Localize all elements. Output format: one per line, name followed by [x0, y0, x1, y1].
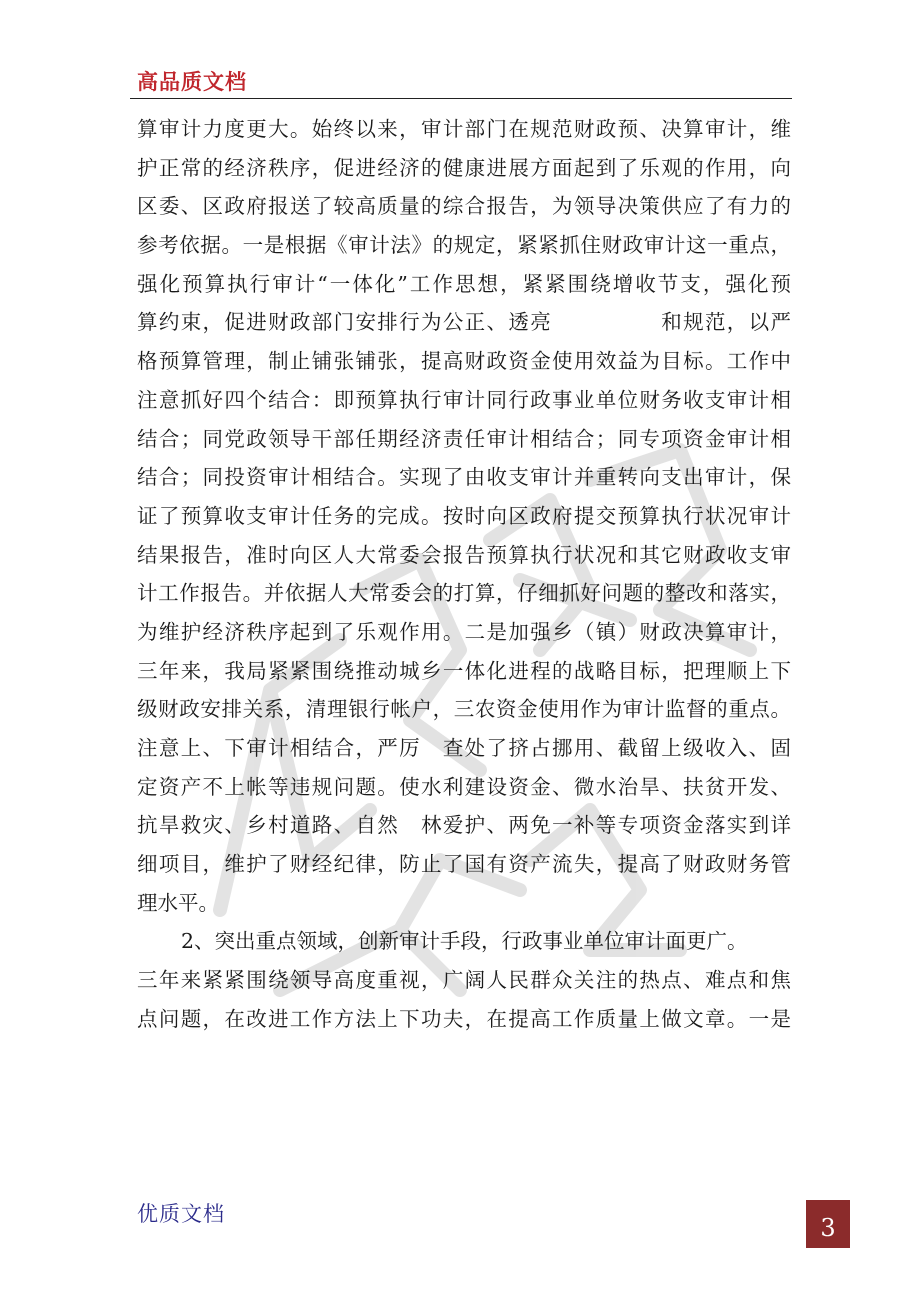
body-text: [137, 110, 791, 1039]
text-line: 格预算管理，制止铺张铺张，提高财政资金使用效益为目标。工作中: [137, 349, 791, 374]
text-line: 三年来，我局紧紧围绕推动城乡一体化进程的战略目标，把理顺上下: [137, 658, 791, 683]
text-line: 级财政安排关系，清理银行帐户，三农资金使用作为审计监督的重点。: [137, 697, 791, 722]
text-line: 点问题，在改进工作方法上下功夫，在提高工作质量上做文章。一是: [137, 1006, 791, 1031]
text-line: 细项目，维护了财经纪律，防止了国有资产流失，提高了财政财务管: [137, 852, 791, 877]
text-line: 理水平。: [137, 890, 219, 915]
text-line: 计工作报告。并依据人大常委会的打算，仔细抓好问题的整改和落实，: [137, 581, 791, 606]
text-line: 抗旱救灾、乡村道路、自然 林爱护、两免一补等专项资金落实到详: [137, 813, 791, 838]
text-line: 结合；同投资审计相结合。实现了由收支审计并重转向支出审计，保: [137, 465, 791, 490]
text-line: 结果报告，准时向区人大常委会报告预算执行状况和其它财政收支审: [137, 542, 791, 567]
text-line: 强化预算执行审计“一体化”工作思想，紧紧围绕增收节支，强化预: [137, 271, 791, 296]
header-divider: [130, 98, 792, 99]
footer-title: 优质文档: [137, 1202, 225, 1226]
text-line: 参考依据。一是根据《审计法》的规定，紧紧抓住财政审计这一重点，: [137, 233, 791, 258]
text-line: 护正常的经济秩序，促进经济的健康进展方面起到了乐观的作用，向: [137, 155, 791, 180]
text-line: 区委、区政府报送了较高质量的综合报告，为领导决策供应了有力的: [137, 194, 791, 219]
text-line: 定资产不上帐等违规问题。使水利建设资金、微水治旱、扶贫开发、: [137, 774, 791, 799]
text-line: 算审计力度更大。始终以来，审计部门在规范财政预、决算审计，维: [137, 117, 791, 141]
text-line: 三年来紧紧围绕领导高度重视，广阔人民群众关注的热点、难点和焦: [137, 968, 791, 993]
section-heading: 2、突出重点领域，创新审计手段，行政事业单位审计面更广。: [181, 929, 748, 954]
text-line: 为维护经济秩序起到了乐观作用。二是加强乡（镇）财政决算审计，: [137, 619, 791, 644]
text-line: 注意抓好四个结合：即预算执行审计同行政事业单位财务收支审计相: [137, 387, 791, 412]
header-title: 高品质文档: [137, 70, 247, 94]
page-number-badge: 3: [806, 1200, 850, 1248]
text-line: 证了预算收支审计任务的完成。按时向区政府提交预算执行状况审计: [137, 503, 791, 528]
text-line: 结合；同党政领导干部任期经济责任审计相结合；同专项资金审计相: [137, 426, 791, 451]
text-line: 注意上、下审计相结合，严厉 查处了挤占挪用、截留上级收入、固: [137, 736, 791, 760]
text-line: 算约束，促进财政部门安排行为公正、透亮 和规范，以严: [137, 310, 791, 335]
